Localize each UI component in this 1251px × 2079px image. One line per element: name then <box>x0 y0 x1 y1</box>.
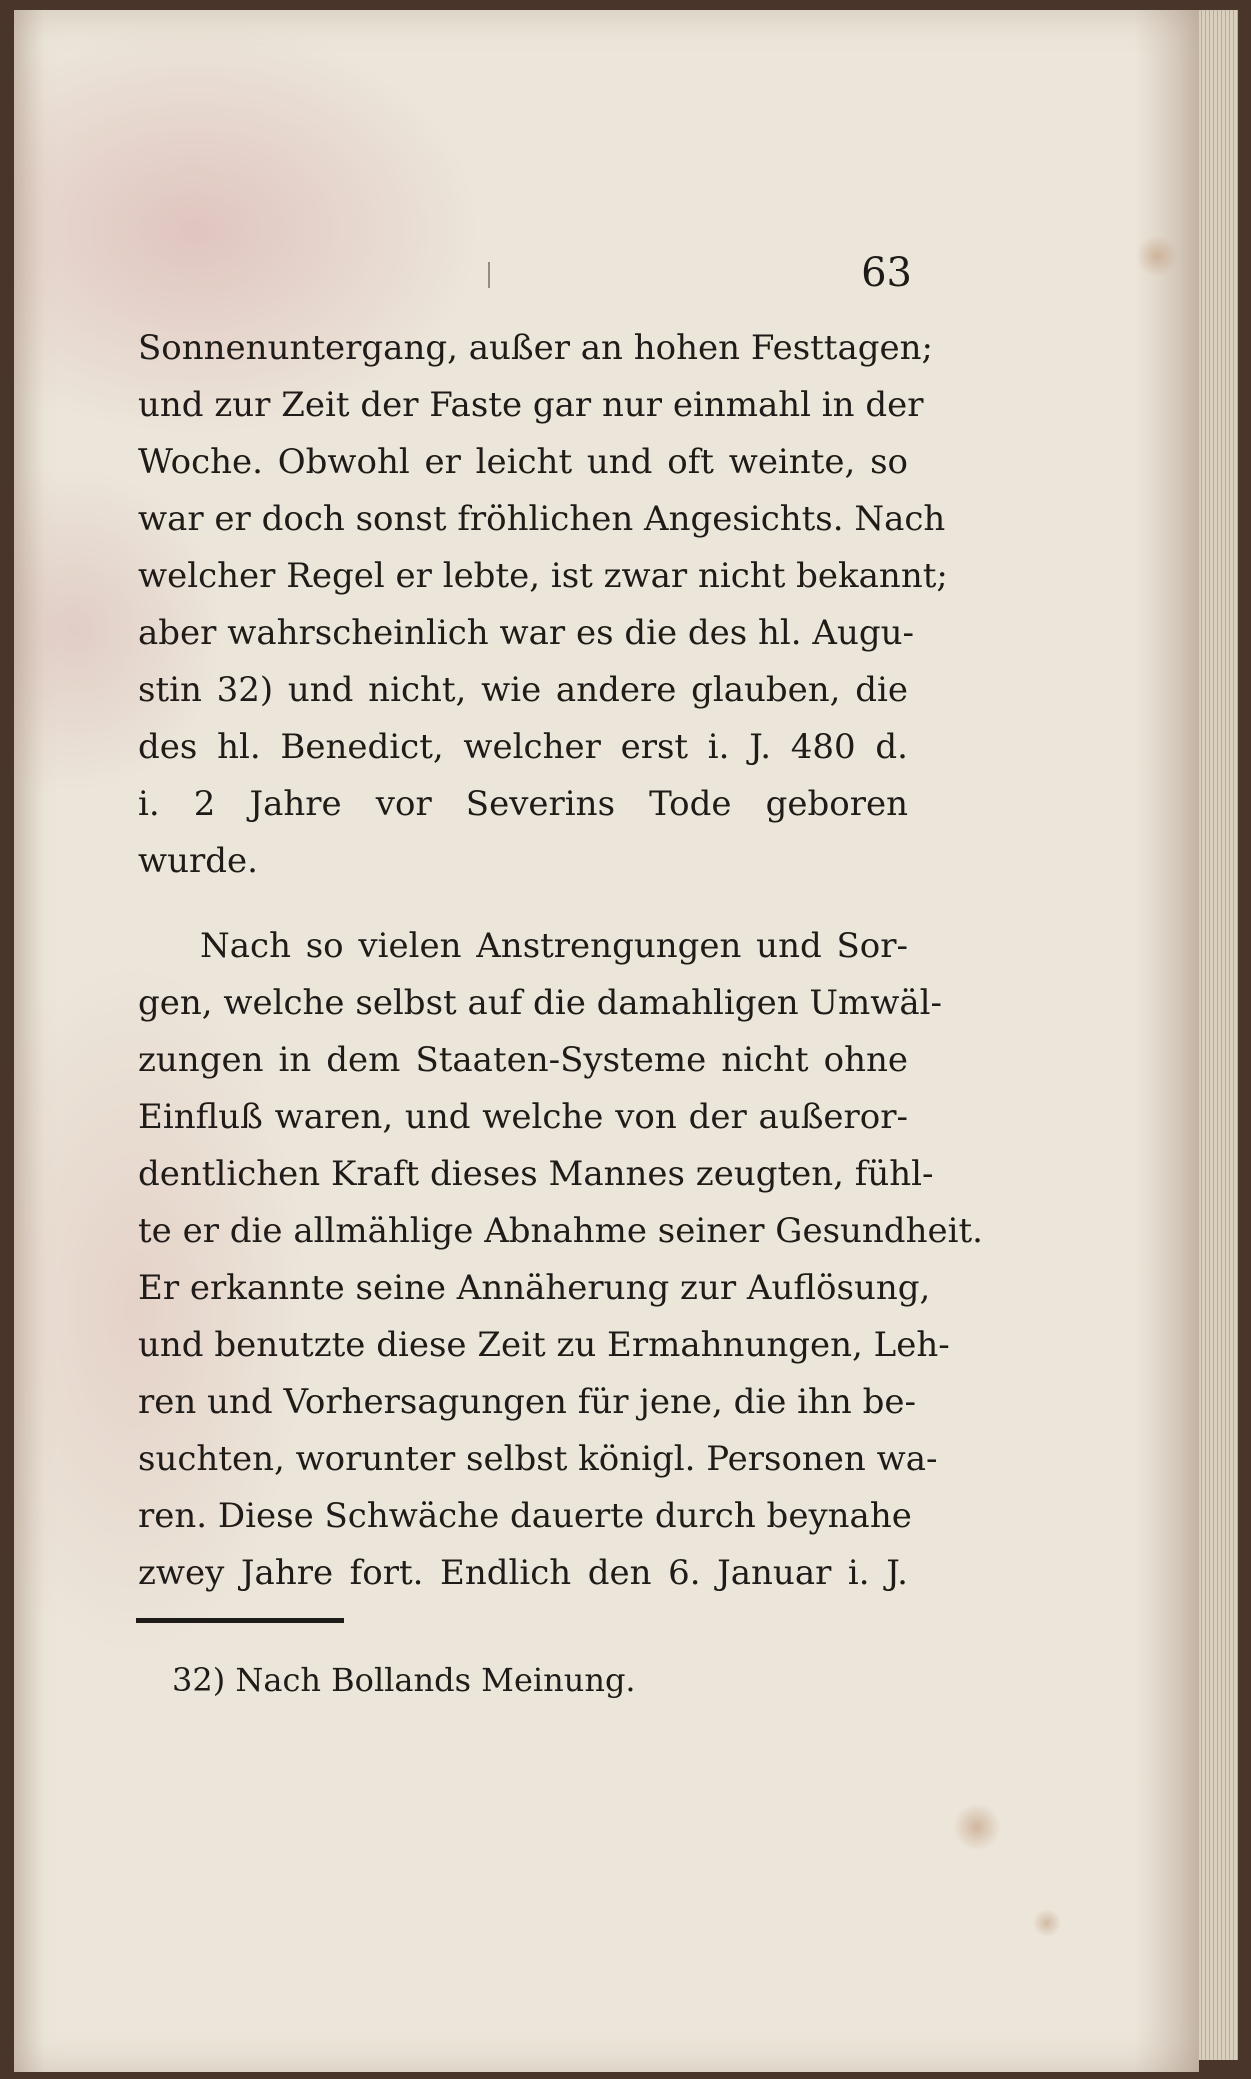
text-line: aber wahrscheinlich war es die des hl. Augu- <box>138 613 915 653</box>
footnote: 32) Nach Bollands Meinung. <box>172 1661 636 1699</box>
text-line: war er doch sonst fröhlichen Angesichts. Nach <box>138 499 946 539</box>
text-line: ren und Vorhersagungen für jene, die ihn be- <box>138 1382 916 1422</box>
text-line: suchten, worunter selbst königl. Personen wa- <box>138 1439 938 1479</box>
text-line: stin 32) und nicht, wie andere glauben, die <box>138 670 908 710</box>
text-line: gen, welche selbst auf die damahligen Umwäl- <box>138 983 943 1023</box>
page-number: 63 <box>861 250 912 296</box>
text-line: und benutzte diese Zeit zu Ermahnungen, Leh- <box>138 1325 950 1365</box>
paragraph-1 <box>138 320 948 890</box>
text-line: welcher Regel er lebte, ist zwar nicht bekannt; <box>138 556 948 596</box>
body-text <box>138 320 983 1602</box>
text-line: Er erkannte seine Annäherung zur Auflösung, <box>138 1268 931 1308</box>
text-line: i. 2 Jahre vor Severins Tode geboren <box>138 784 908 824</box>
text-line: Einfluß waren, und welche von der außeror- <box>138 1097 908 1137</box>
ink-mark <box>488 262 490 288</box>
text-line: zwey Jahre fort. Endlich den 6. Januar i. J. <box>138 1553 908 1593</box>
text-line: ren. Diese Schwäche dauerte durch beynahe <box>138 1496 912 1536</box>
text-line: Nach so vielen Anstrengungen und Sor- <box>200 926 908 966</box>
text-line: Sonnenuntergang, außer an hohen Festtagen; <box>138 328 933 368</box>
paragraph-2 <box>138 918 983 1602</box>
text-line: wurde. <box>138 841 258 881</box>
footnote-rule <box>136 1618 344 1623</box>
text-line: und zur Zeit der Faste gar nur einmahl in der <box>138 385 924 425</box>
text-line: Woche. Obwohl er leicht und oft weinte, so <box>138 442 908 482</box>
text-line: des hl. Benedict, welcher erst i. J. 480 d. <box>138 727 908 767</box>
text-line: dentlichen Kraft dieses Mannes zeugten, fühl- <box>138 1154 934 1194</box>
text-line: te er die allmählige Abnahme seiner Gesundheit. <box>138 1211 983 1251</box>
text-line: zungen in dem Staaten-Systeme nicht ohne <box>138 1040 908 1080</box>
